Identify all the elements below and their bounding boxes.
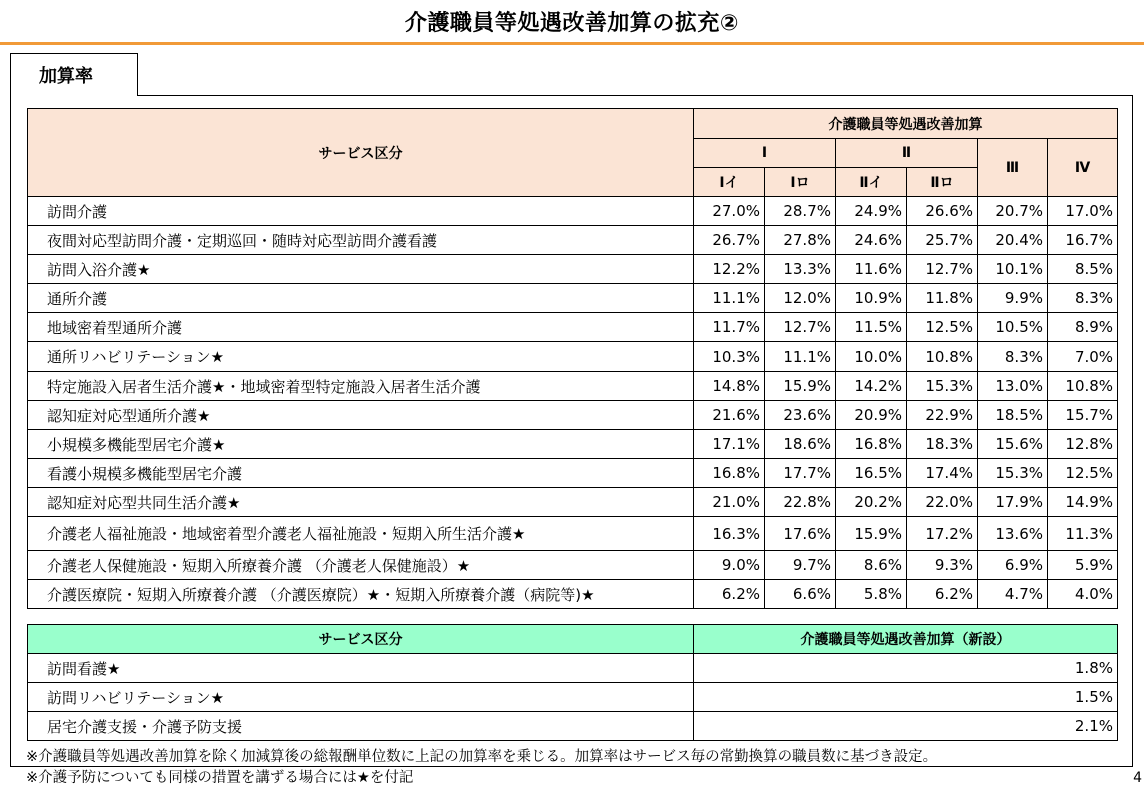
title-underline — [0, 42, 1144, 45]
rate-cell: 14.2% — [836, 372, 907, 401]
rate-cell: 6.2% — [694, 580, 765, 609]
rate-cell: 10.1% — [978, 255, 1048, 284]
rate-cell: 15.9% — [765, 372, 836, 401]
section-tab-rate — [10, 53, 138, 96]
rate-cell: 13.3% — [765, 255, 836, 284]
rate-cell: 26.7% — [694, 226, 765, 255]
rate-cell: 11.1% — [765, 342, 836, 372]
rate-cell: 6.9% — [978, 551, 1048, 580]
rate-cell: 10.3% — [694, 342, 765, 372]
table-row — [28, 712, 1118, 741]
rate-cell: 25.7% — [907, 226, 978, 255]
rate-cell: 10.8% — [1048, 372, 1118, 401]
rate-cell: 12.5% — [907, 313, 978, 342]
rate-cell: 15.6% — [978, 430, 1048, 459]
rate-cell: 17.6% — [765, 517, 836, 551]
sublevel-ii-b-header: Ⅱロ — [907, 168, 978, 197]
table-row — [28, 372, 1118, 401]
rate-cell: 17.0% — [1048, 197, 1118, 226]
table-row — [28, 226, 1118, 255]
service-name: 地域密着型通所介護 — [28, 313, 694, 342]
service-name: 訪問入浴介護★ — [28, 255, 694, 284]
rate-cell: 16.8% — [836, 430, 907, 459]
rate-cell: 10.9% — [836, 284, 907, 313]
table-row — [28, 342, 1118, 372]
rate-cell: 12.2% — [694, 255, 765, 284]
rate-cell: 2.1% — [694, 712, 1118, 741]
rate-cell: 10.5% — [978, 313, 1048, 342]
service-name: 訪問介護 — [28, 197, 694, 226]
rate-cell: 20.4% — [978, 226, 1048, 255]
sublevel-i-b-header: Ⅰロ — [765, 168, 836, 197]
level-ii-header: Ⅱ — [836, 139, 978, 168]
rate-cell: 16.8% — [694, 459, 765, 488]
rate-cell: 15.7% — [1048, 401, 1118, 430]
rate-cell: 15.3% — [907, 372, 978, 401]
rate-cell: 10.8% — [907, 342, 978, 372]
rate-cell: 1.5% — [694, 683, 1118, 712]
rate-cell: 9.7% — [765, 551, 836, 580]
rate-cell: 14.8% — [694, 372, 765, 401]
rate-cell: 23.6% — [765, 401, 836, 430]
rate-cell: 11.6% — [836, 255, 907, 284]
rate-cell: 11.7% — [694, 313, 765, 342]
rate-cell: 16.5% — [836, 459, 907, 488]
rate-cell: 15.3% — [978, 459, 1048, 488]
rate-cell: 12.5% — [1048, 459, 1118, 488]
rate-cell: 17.9% — [978, 488, 1048, 517]
service-name: 居宅介護支援・介護予防支援 — [28, 712, 694, 741]
rate-cell: 21.0% — [694, 488, 765, 517]
service-name: 認知症対応型共同生活介護★ — [28, 488, 694, 517]
rate-cell: 11.8% — [907, 284, 978, 313]
table-row — [28, 654, 1118, 683]
rate-cell: 8.3% — [1048, 284, 1118, 313]
footnote: ※介護予防についても同様の措置を講ずる場合には★を付記 — [26, 770, 414, 786]
table-row — [28, 488, 1118, 517]
footnote: ※介護職員等処遇改善加算を除く加減算後の総報酬単位数に上記の加算率を乗じる。加算率はサービス毎の常勤換算の職員数に基づき設定。 — [26, 749, 938, 765]
table-row — [28, 551, 1118, 580]
rate-cell: 11.3% — [1048, 517, 1118, 551]
service-name: 通所リハビリテーション★ — [28, 342, 694, 372]
table-row — [28, 430, 1118, 459]
table-row — [28, 197, 1118, 226]
page-number: 4 — [1133, 770, 1142, 786]
table-row — [28, 313, 1118, 342]
service-name: 看護小規模多機能型居宅介護 — [28, 459, 694, 488]
table-row — [28, 517, 1118, 551]
section-tab-label: 加算率 — [39, 66, 93, 87]
rate-cell: 4.0% — [1048, 580, 1118, 609]
rate-cell: 24.9% — [836, 197, 907, 226]
service-name: 介護医療院・短期入所療養介護 （介護医療院）★・短期入所療養介護（病院等)★ — [28, 580, 694, 609]
rate-cell: 17.4% — [907, 459, 978, 488]
service-name: 夜間対応型訪問介護・定期巡回・随時対応型訪問介護看護 — [28, 226, 694, 255]
rate-cell: 18.6% — [765, 430, 836, 459]
new-service-category-header: サービス区分 — [28, 625, 694, 654]
service-name: 認知症対応型通所介護★ — [28, 401, 694, 430]
rate-cell: 16.7% — [1048, 226, 1118, 255]
rate-cell: 8.6% — [836, 551, 907, 580]
rate-cell: 17.7% — [765, 459, 836, 488]
rate-cell: 16.3% — [694, 517, 765, 551]
table-row — [28, 683, 1118, 712]
rate-cell: 9.9% — [978, 284, 1048, 313]
rate-cell: 12.7% — [765, 313, 836, 342]
rate-cell: 10.0% — [836, 342, 907, 372]
rate-cell: 24.6% — [836, 226, 907, 255]
rate-cell: 20.9% — [836, 401, 907, 430]
rate-cell: 22.9% — [907, 401, 978, 430]
allowance-group-header: 介護職員等処遇改善加算 — [694, 109, 1118, 139]
rate-cell: 17.1% — [694, 430, 765, 459]
rate-cell: 18.5% — [978, 401, 1048, 430]
rate-cell: 21.6% — [694, 401, 765, 430]
rate-cell: 4.7% — [978, 580, 1048, 609]
service-name: 通所介護 — [28, 284, 694, 313]
rate-cell: 22.0% — [907, 488, 978, 517]
level-iv-header: Ⅳ — [1048, 139, 1118, 197]
rate-cell: 15.9% — [836, 517, 907, 551]
rate-cell: 8.9% — [1048, 313, 1118, 342]
rate-cell: 12.8% — [1048, 430, 1118, 459]
table-row — [28, 284, 1118, 313]
rate-cell: 8.3% — [978, 342, 1048, 372]
rate-cell: 11.1% — [694, 284, 765, 313]
service-name: 介護老人福祉施設・地域密着型介護老人福祉施設・短期入所生活介護★ — [28, 517, 694, 551]
rate-cell: 12.0% — [765, 284, 836, 313]
rate-cell: 6.2% — [907, 580, 978, 609]
rate-cell: 20.7% — [978, 197, 1048, 226]
rate-cell: 27.8% — [765, 226, 836, 255]
table-row — [28, 401, 1118, 430]
rate-cell: 5.8% — [836, 580, 907, 609]
rate-cell: 28.7% — [765, 197, 836, 226]
rate-cell: 7.0% — [1048, 342, 1118, 372]
table-row — [28, 459, 1118, 488]
service-name: 訪問看護★ — [28, 654, 694, 683]
rate-table — [27, 108, 1118, 609]
level-i-header: Ⅰ — [694, 139, 836, 168]
table-row — [28, 580, 1118, 609]
service-name: 特定施設入居者生活介護★・地域密着型特定施設入居者生活介護 — [28, 372, 694, 401]
sublevel-i-a-header: Ⅰイ — [694, 168, 765, 197]
rate-cell: 18.3% — [907, 430, 978, 459]
rate-cell: 5.9% — [1048, 551, 1118, 580]
service-category-header: サービス区分 — [28, 109, 694, 197]
sublevel-ii-a-header: Ⅱイ — [836, 168, 907, 197]
new-rate-table — [27, 624, 1118, 741]
rate-cell: 20.2% — [836, 488, 907, 517]
rate-cell: 13.6% — [978, 517, 1048, 551]
rate-cell: 9.3% — [907, 551, 978, 580]
service-name: 介護老人保健施設・短期入所療養介護 （介護老人保健施設）★ — [28, 551, 694, 580]
rate-cell: 11.5% — [836, 313, 907, 342]
service-name: 訪問リハビリテーション★ — [28, 683, 694, 712]
rate-cell: 8.5% — [1048, 255, 1118, 284]
rate-cell: 26.6% — [907, 197, 978, 226]
service-name: 小規模多機能型居宅介護★ — [28, 430, 694, 459]
rate-cell: 6.6% — [765, 580, 836, 609]
rate-cell: 17.2% — [907, 517, 978, 551]
new-allowance-header: 介護職員等処遇改善加算（新設） — [694, 625, 1118, 654]
rate-cell: 12.7% — [907, 255, 978, 284]
rate-cell: 14.9% — [1048, 488, 1118, 517]
rate-cell: 1.8% — [694, 654, 1118, 683]
page-title: 介護職員等処遇改善加算の拡充② — [404, 11, 740, 36]
level-iii-header: Ⅲ — [978, 139, 1048, 197]
rate-cell: 27.0% — [694, 197, 765, 226]
rate-cell: 9.0% — [694, 551, 765, 580]
rate-cell: 22.8% — [765, 488, 836, 517]
rate-cell: 13.0% — [978, 372, 1048, 401]
table-row — [28, 255, 1118, 284]
